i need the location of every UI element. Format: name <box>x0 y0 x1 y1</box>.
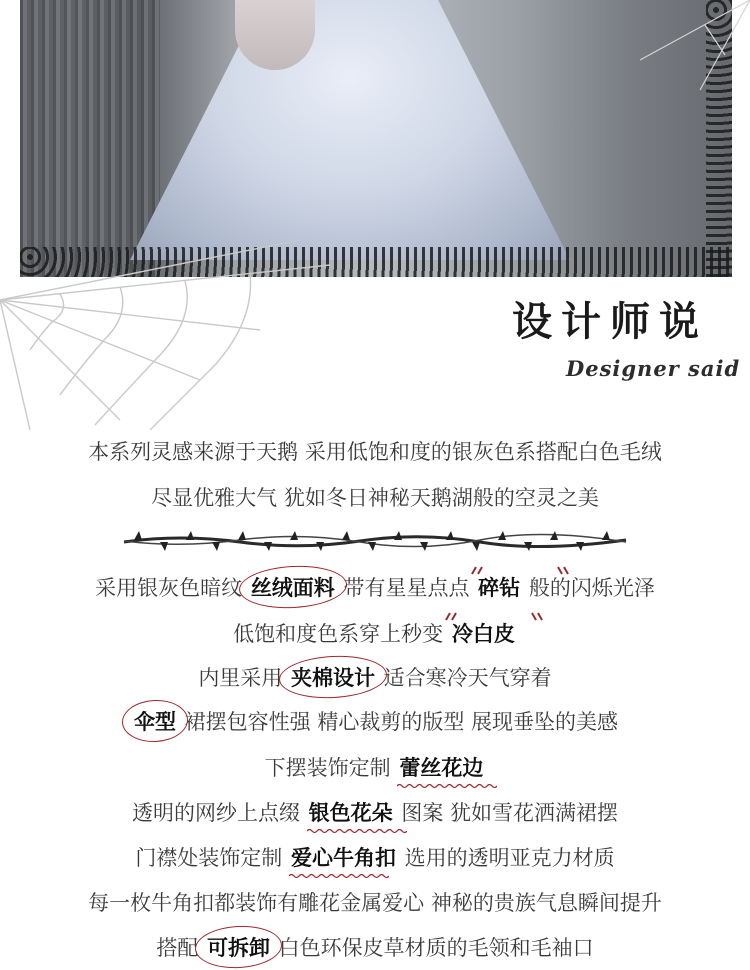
lace-border-bottom <box>20 247 732 277</box>
feature-line <box>0 706 750 736</box>
line-text: 带有星星点点 <box>336 576 477 600</box>
thorn-spike <box>446 531 454 540</box>
thorn-vine-divider <box>120 528 630 554</box>
thorn-spike <box>498 531 506 540</box>
thorn-spike <box>160 542 168 551</box>
hand-drawn-circle <box>238 563 348 611</box>
line-text: 白色环保皮草材质的毛领和毛袖口 <box>272 936 594 960</box>
line-text: 透明的网纱上点缀 <box>131 801 307 825</box>
line-text: 每一枚牛角扣都装饰有雕花金属爱心 神秘的贵族气息瞬间提升 <box>88 891 662 915</box>
highlight-text: 夹棉设计 <box>291 666 375 690</box>
highlight-text: 可拆卸 <box>207 936 270 960</box>
keyword-highlight <box>307 797 395 827</box>
feature-line <box>0 662 750 692</box>
hand-drawn-circle <box>121 698 189 743</box>
keyword-highlight <box>205 932 272 962</box>
highlight-text: 伞型 <box>133 710 176 734</box>
emphasis-ticks <box>470 566 570 576</box>
highlight-text: 冷白皮 <box>451 622 515 646</box>
feature-line <box>0 842 750 872</box>
thorn-spike <box>368 542 376 551</box>
thorn-spike <box>342 531 350 540</box>
line-text: 般的闪烁光泽 <box>522 576 655 600</box>
highlight-text: 爱心牛角扣 <box>291 846 396 870</box>
thorn-spike <box>134 531 142 540</box>
thorn-spike <box>394 531 402 540</box>
thorn-spike <box>472 542 480 551</box>
keyword-highlight <box>289 662 377 692</box>
wavy-underline <box>397 783 497 789</box>
lace-border-right <box>706 0 732 277</box>
thorn-spike <box>212 542 220 551</box>
keyword-highlight <box>289 842 398 872</box>
hand-drawn-circle <box>194 924 283 970</box>
intro-line-1: 本系列灵感来源于天鹅 采用低饱和度的银灰色系搭配白色毛绒 <box>88 440 662 464</box>
line-text: 裙摆包容性强 精心裁剪的版型 展现垂坠的美感 <box>177 710 619 734</box>
feature-line <box>0 618 750 648</box>
keyword-highlight <box>450 618 517 648</box>
keyword-highlight <box>132 706 178 736</box>
keyword-highlight <box>476 572 522 602</box>
highlight-text: 银色花朵 <box>308 801 393 825</box>
line-text: 内里采用 <box>198 666 289 690</box>
feature-line <box>0 572 750 602</box>
highlight-text: 蕾丝花边 <box>399 756 484 780</box>
keyword-highlight <box>249 572 337 602</box>
line-text: 采用银灰色暗纹 <box>95 576 249 600</box>
dress-skirt <box>130 0 570 260</box>
feature-line <box>0 932 750 962</box>
feature-line <box>0 887 750 917</box>
highlight-text: 丝绒面料 <box>250 576 335 600</box>
line-text: 低饱和度色系穿上秒变 <box>233 622 450 646</box>
line-text: 适合寒冷天气穿着 <box>377 666 552 690</box>
line-text: 选用的透明亚克力材质 <box>398 846 615 870</box>
emphasis-ticks <box>444 612 544 622</box>
line-text: 门襟处装饰定制 <box>135 846 289 870</box>
wavy-underline <box>307 828 407 834</box>
thorn-spike <box>602 531 610 540</box>
thorn-spike <box>238 531 246 540</box>
section-title: 设计师说 <box>512 298 708 345</box>
tree-trunk <box>20 0 160 277</box>
line-text: 搭配 <box>156 936 205 960</box>
highlight-text: 碎钻 <box>478 576 521 600</box>
hero-photo <box>20 0 732 277</box>
section-subtitle: Designer said <box>566 356 741 381</box>
thorn-spike <box>264 542 272 551</box>
line-text: 图案 犹如雪花洒满裙摆 <box>394 801 619 825</box>
intro-line-2: 尽显优雅大气 犹如冬日神秘天鹅湖般的空灵之美 <box>151 486 599 510</box>
feature-line <box>0 797 750 827</box>
thorn-spike <box>186 531 194 540</box>
thorn-spike <box>290 531 298 540</box>
wavy-underline <box>289 873 389 879</box>
keyword-highlight <box>397 752 485 782</box>
feature-line <box>0 752 750 782</box>
line-text: 下摆装饰定制 <box>264 756 398 780</box>
hand-drawn-circle <box>278 653 388 701</box>
